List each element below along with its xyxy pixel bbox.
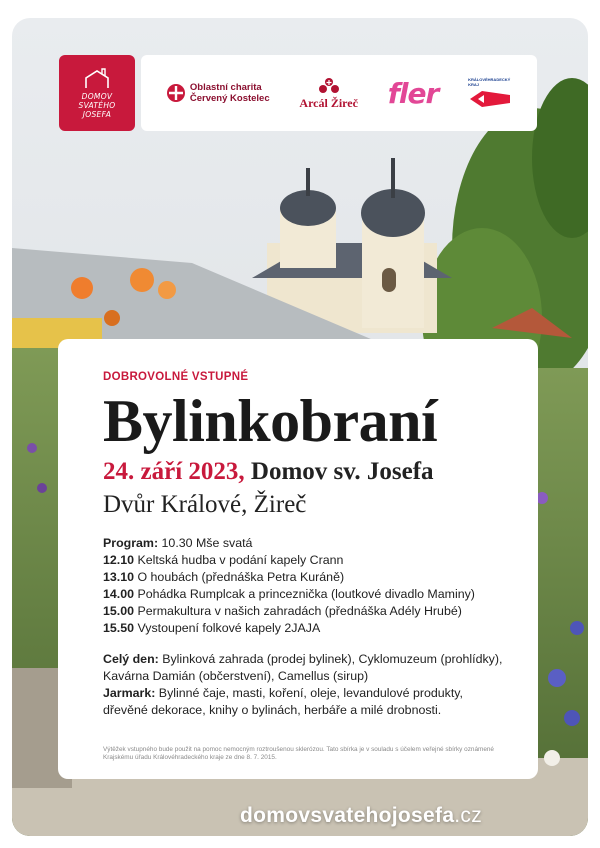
event-title: Bylinkobraní xyxy=(103,388,438,454)
program-item: 12.10 Keltská hudba v podání kapely Crann xyxy=(103,553,344,567)
charita-logo xyxy=(166,82,270,104)
info-block xyxy=(103,651,538,719)
arcal-name: Arcál Žireč xyxy=(299,95,358,110)
charita-line-1: Oblastní charita xyxy=(189,82,262,93)
website-url xyxy=(240,804,482,828)
kraj-line-2: KRAJ xyxy=(468,82,479,87)
logo-line-1: DOMOV xyxy=(81,91,113,101)
arcal-logo xyxy=(299,76,358,111)
house-icon xyxy=(82,68,112,90)
program-item: 15.00 Permakultura v našich zahradách (přednáška Adély Hrubé) xyxy=(103,604,462,618)
partner-logos xyxy=(141,55,537,131)
program-item: 13.10 O houbách (přednáška Petra Kuráně) xyxy=(103,570,345,584)
program-item: 14.00 Pohádka Rumplcak a princeznička (loutkové divadlo Maminy) xyxy=(103,587,475,601)
event-dateline xyxy=(103,457,538,487)
kraj-arrow-icon xyxy=(468,89,512,109)
url-tld: .cz xyxy=(454,804,483,827)
program-list xyxy=(103,535,538,637)
domov-logo xyxy=(59,55,135,131)
fler-logo: fler xyxy=(387,76,439,110)
allday-info: Celý den: Bylinková zahrada (prodej bylinek), Cyklomuzeum (prohlídky), Kavárna Damián (občerstvení), Camellus (sirup) xyxy=(103,652,503,683)
kraj-line-1: KRÁLOVÉHRADECKÝ xyxy=(468,77,511,82)
program-item: 15.50 Vystoupení folkové kapely 2JAJA xyxy=(103,621,321,635)
kraj-logo xyxy=(468,77,512,109)
charita-cross-icon xyxy=(166,83,186,103)
event-town: Dvůr Králové, Žireč xyxy=(103,491,307,518)
charita-line-2: Červený Kostelec xyxy=(189,93,270,104)
footnote: Výtěžek vstupného bude použit na pomoc nemocným roztroušenou sklerózou. Tato sbírka je v souladu s účelem veřejné sbírky oznámené Krajskému úřadu Královéhradeckého kraje ze dne 8. 7. 2015. xyxy=(103,746,494,761)
event-date: 24. září 2023, xyxy=(103,458,245,485)
event-card xyxy=(58,339,538,779)
arcal-cross-icon xyxy=(318,76,340,96)
admission-note: DOBROVOLNÉ VSTUPNÉ xyxy=(103,371,249,383)
logo-line-2: SVATÉHO xyxy=(78,100,116,110)
program-item: Program: 10.30 Mše svatá xyxy=(103,536,253,550)
event-place: Domov sv. Josefa xyxy=(250,458,434,485)
logo-line-3: JOSEFA xyxy=(82,109,112,119)
fair-info: Jarmark: Bylinné čaje, masti, koření, oleje, levandulové produkty, dřevěné dekorace, knihy o bylinách, herbáře a milé drobnosti. xyxy=(103,686,463,717)
url-main: domovsvatehojosefa xyxy=(240,804,455,827)
